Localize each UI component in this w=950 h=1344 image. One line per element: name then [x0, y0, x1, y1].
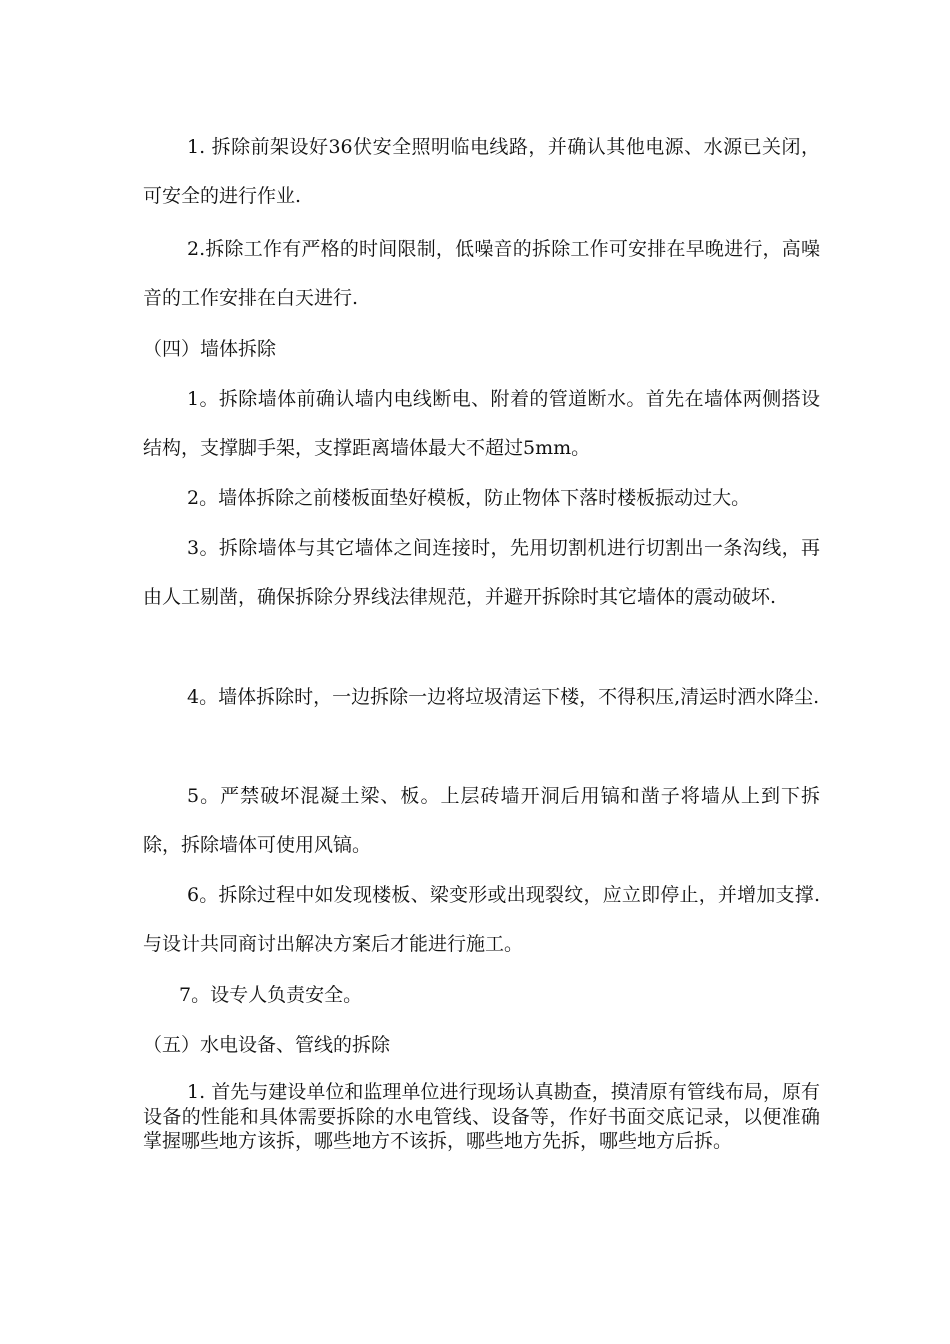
paragraph-cutting: 3。拆除墙体与其它墙体之间连接时，先用切割机进行切割出一条沟线，再由人工剔凿，确保拆除分界线法律规范，并避开拆除时其它墙体的震动破坏.: [143, 537, 820, 609]
paragraph-no-beam-damage: 5。严禁破坏混凝土梁、板。上层砖墙开洞后用镐和凿子将墙从上到下拆除，拆除墙体可使用风镐。: [143, 785, 820, 857]
section-heading-utilities-removal: （五）水电设备、管线的拆除: [143, 1034, 391, 1056]
section-heading-wall-demolition: （四）墙体拆除: [143, 338, 277, 360]
paragraph-cracks: 6。拆除过程中如发现楼板、梁变形或出现裂纹，应立即停止，并增加支撑.与设计共同商讨出解决方案后才能进行施工。: [143, 884, 820, 956]
paragraph-debris-removal: 4。墙体拆除时，一边拆除一边将垃圾清运下楼，不得积压,清运时洒水降尘.: [187, 686, 820, 708]
paragraph-safety-officer: 7。设专人负责安全。: [179, 984, 363, 1006]
paragraph-time-restriction: 2.拆除工作有严格的时间限制，低噪音的拆除工作可安排在早晚进行，高噪音的工作安排在白天进行.: [143, 238, 820, 310]
paragraph-site-survey: 1. 首先与建设单位和监理单位进行现场认真勘查，摸清原有管线布局，原有设备的性能和具体需要拆除的水电管线、设备等，作好书面交底记录，以便准确掌握哪些地方该拆，哪些地方不该拆，哪些地方先拆，哪些地方后拆。: [143, 1081, 820, 1152]
paragraph-temporary-lighting: 1. 拆除前架设好36伏安全照明临电线路，并确认其他电源、水源已关闭，可安全的进行作业.: [143, 136, 820, 208]
paragraph-wall-power-off: 1。拆除墙体前确认墙内电线断电、附着的管道断水。首先在墙体两侧搭设结构，支撑脚手架，支撑距离墙体最大不超过5mm。: [143, 388, 820, 460]
paragraph-formwork: 2。墙体拆除之前楼板面垫好模板，防止物体下落时楼板振动过大。: [187, 487, 751, 509]
